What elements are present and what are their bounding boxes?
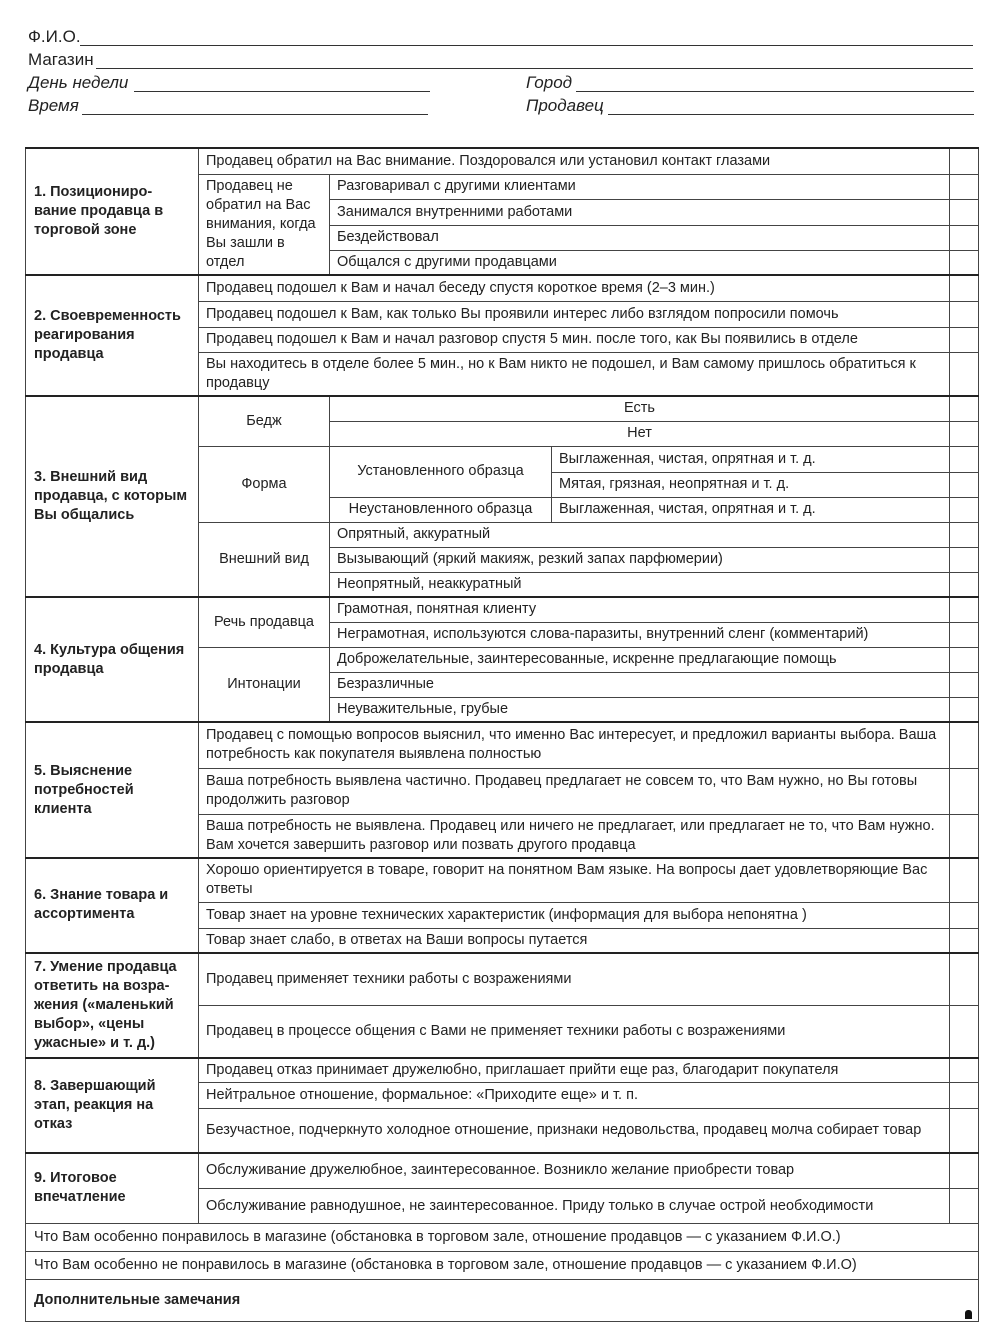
answer-checkbox[interactable] [950, 1083, 979, 1109]
answer-checkbox[interactable] [950, 1005, 979, 1058]
option-text: Товар знает на уровне технических характеристик (информация для выбора непонятна ) [199, 902, 950, 928]
disliked-comment-field[interactable]: Что Вам особенно не понравилось в магазине (обстановка в торговом зале, отношение продавцов — с указанием Ф.И.О) [26, 1252, 979, 1280]
fio-field[interactable] [28, 27, 973, 49]
time-field[interactable] [28, 96, 428, 118]
option-text: Продавец подошел к Вам, как только Вы проявили интерес либо взглядом попросили помочь [199, 301, 950, 327]
answer-checkbox[interactable] [950, 446, 979, 472]
section-1-subgroup: Продавец не обратил на Вас внимания, когда Вы зашли в отдел [199, 174, 330, 275]
section-8-title: 8. Завершающий этап, реакция на отказ [26, 1058, 199, 1153]
speech-label: Речь продавца [199, 597, 330, 647]
option-text: Мятая, грязная, неопрятная и т. д. [552, 472, 950, 497]
answer-checkbox[interactable] [950, 225, 979, 250]
answer-checkbox[interactable] [950, 352, 979, 396]
intonation-label: Интонации [199, 647, 330, 722]
answer-checkbox[interactable] [950, 396, 979, 421]
answer-checkbox[interactable] [950, 768, 979, 814]
answer-checkbox[interactable] [950, 902, 979, 928]
option-text: Безразличные [330, 672, 950, 697]
answer-checkbox[interactable] [950, 327, 979, 352]
uniform-standard-label: Установленного образца [330, 446, 552, 497]
option-text: Продавец отказ принимает дружелюбно, приглашает прийти еще раз, благодарит покупателя [199, 1058, 950, 1083]
option-text: Ваша потребность выявлена частично. Продавец предлагает не совсем то, что Вам нужно, но Вы готовы продолжить разговор [199, 768, 950, 814]
badge-label: Бедж [199, 396, 330, 446]
section-6-title: 6. Знание товара и ассортимента [26, 858, 199, 953]
answer-checkbox[interactable] [950, 697, 979, 722]
option-text: Занимался внутренними работами [330, 199, 950, 225]
page-corner-mark [965, 1310, 972, 1319]
answer-checkbox[interactable] [950, 497, 979, 522]
city-field[interactable] [526, 73, 974, 95]
seller-label: Продавец [526, 96, 604, 115]
answer-checkbox[interactable] [950, 597, 979, 622]
answer-checkbox[interactable] [950, 814, 979, 858]
option-text: Продавец подошел к Вам и начал беседу спустя короткое время (2–3 мин.) [199, 275, 950, 301]
option-text: Общался с другими продавцами [330, 250, 950, 275]
weekday-field[interactable] [28, 73, 430, 95]
option-text: Опрятный, аккуратный [330, 522, 950, 547]
answer-checkbox[interactable] [950, 421, 979, 446]
section-3-title: 3. Внешний вид продавца, с которым Вы общались [26, 396, 199, 597]
section-4-title: 4. Культура общения продавца [26, 597, 199, 722]
answer-checkbox[interactable] [950, 572, 979, 597]
answer-checkbox[interactable] [950, 1058, 979, 1083]
answer-checkbox[interactable] [950, 199, 979, 225]
option-text: Обслуживание дружелюбное, заинтересованное. Возникло желание приобрести товар [199, 1153, 950, 1189]
section-1-title: 1. Позициониро-вание продавца в торговой зоне [26, 148, 199, 275]
option-text: Вы находитесь в отделе более 5 мин., но к Вам никто не подошел, и Вам самому пришлось обратиться к продавцу [199, 352, 950, 396]
answer-checkbox[interactable] [950, 722, 979, 768]
answer-checkbox[interactable] [950, 622, 979, 647]
option-text: Продавец обратил на Вас внимание. Поздоровался или установил контакт глазами [199, 148, 950, 174]
answer-checkbox[interactable] [950, 928, 979, 953]
option-text: Выглаженная, чистая, опрятная и т. д. [552, 446, 950, 472]
option-text: Вызывающий (яркий макияж, резкий запах парфюмерии) [330, 547, 950, 572]
option-text: Неуважительные, грубые [330, 697, 950, 722]
appearance-label: Внешний вид [199, 522, 330, 597]
option-text: Безучастное, подчеркнуто холодное отношение, признаки недовольства, продавец молча собирает товар [199, 1109, 950, 1153]
option-text: Товар знает слабо, в ответах на Ваши вопросы путается [199, 928, 950, 953]
answer-checkbox[interactable] [950, 672, 979, 697]
seller-field[interactable] [526, 96, 974, 118]
uniform-label: Форма [199, 446, 330, 522]
option-text: Ваша потребность не выявлена. Продавец или ничего не предлагает, или предлагает не то, что Вам нужно. Вам хочется завершить разговор или позвать другого продавца [199, 814, 950, 858]
answer-checkbox[interactable] [950, 174, 979, 199]
answer-checkbox[interactable] [950, 1189, 979, 1224]
liked-comment-field[interactable]: Что Вам особенно понравилось в магазине (обстановка в торговом зале, отношение продавцов — с указанием Ф.И.О.) [26, 1224, 979, 1252]
option-text: Хорошо ориентируется в товаре, говорит на понятном Вам языке. На вопросы дает удовлетворяющие Вас ответы [199, 858, 950, 902]
city-label: Город [526, 73, 573, 92]
section-2-title: 2. Своевременность реагирования продавца [26, 275, 199, 396]
option-text: Бездействовал [330, 225, 950, 250]
section-5-title: 5. Выяснение потребностей клиента [26, 722, 199, 858]
answer-checkbox[interactable] [950, 1153, 979, 1189]
option-text: Продавец подошел к Вам и начал разговор спустя 5 мин. после того, как Вы появились в отделе [199, 327, 950, 352]
answer-checkbox[interactable] [950, 148, 979, 174]
option-text: Разговаривал с другими клиентами [330, 174, 950, 199]
answer-checkbox[interactable] [950, 275, 979, 301]
answer-checkbox[interactable] [950, 1109, 979, 1153]
fio-label: Ф.И.О. [28, 27, 81, 46]
uniform-nonstandard-label: Неустановленного образца [330, 497, 552, 522]
option-text: Есть [330, 396, 950, 421]
option-text: Нейтральное отношение, формальное: «Приходите еще» и т. п. [199, 1083, 950, 1109]
answer-checkbox[interactable] [950, 250, 979, 275]
answer-checkbox[interactable] [950, 858, 979, 902]
shop-label: Магазин [28, 50, 94, 69]
answer-checkbox[interactable] [950, 953, 979, 1006]
option-text: Продавец применяет техники работы с возражениями [199, 953, 950, 1006]
answer-checkbox[interactable] [950, 647, 979, 672]
option-text: Обслуживание равнодушное, не заинтересованное. Приду только в случае острой необходимости [199, 1189, 950, 1224]
option-text: Нет [330, 421, 950, 446]
option-text: Выглаженная, чистая, опрятная и т. д. [552, 497, 950, 522]
answer-checkbox[interactable] [950, 547, 979, 572]
answer-checkbox[interactable] [950, 301, 979, 327]
additional-notes-field[interactable]: Дополнительные замечания [26, 1280, 979, 1322]
weekday-label: День недели [28, 73, 129, 92]
option-text: Неопрятный, неаккуратный [330, 572, 950, 597]
time-label: Время [28, 96, 79, 115]
section-9-title: 9. Итоговое впечатление [26, 1153, 199, 1224]
shop-field[interactable] [28, 50, 973, 72]
option-text: Неграмотная, используются слова-паразиты, внутренний сленг (комментарий) [330, 622, 950, 647]
answer-checkbox[interactable] [950, 522, 979, 547]
option-text: Доброжелательные, заинтересованные, искренне предлагающие помощь [330, 647, 950, 672]
option-text: Грамотная, понятная клиенту [330, 597, 950, 622]
answer-checkbox[interactable] [950, 472, 979, 497]
section-7-title: 7. Умение продавца ответить на возра-жения («маленький выбор», «цены ужасные» и т. д.) [26, 953, 199, 1058]
option-text: Продавец с помощью вопросов выяснил, что именно Вас интересует, и предложил варианты выбора. Ваша потребность как покупателя выявлена полностью [199, 722, 950, 768]
evaluation-form-table [25, 147, 979, 1322]
option-text: Продавец в процессе общения с Вами не применяет техники работы с возражениями [199, 1005, 950, 1058]
